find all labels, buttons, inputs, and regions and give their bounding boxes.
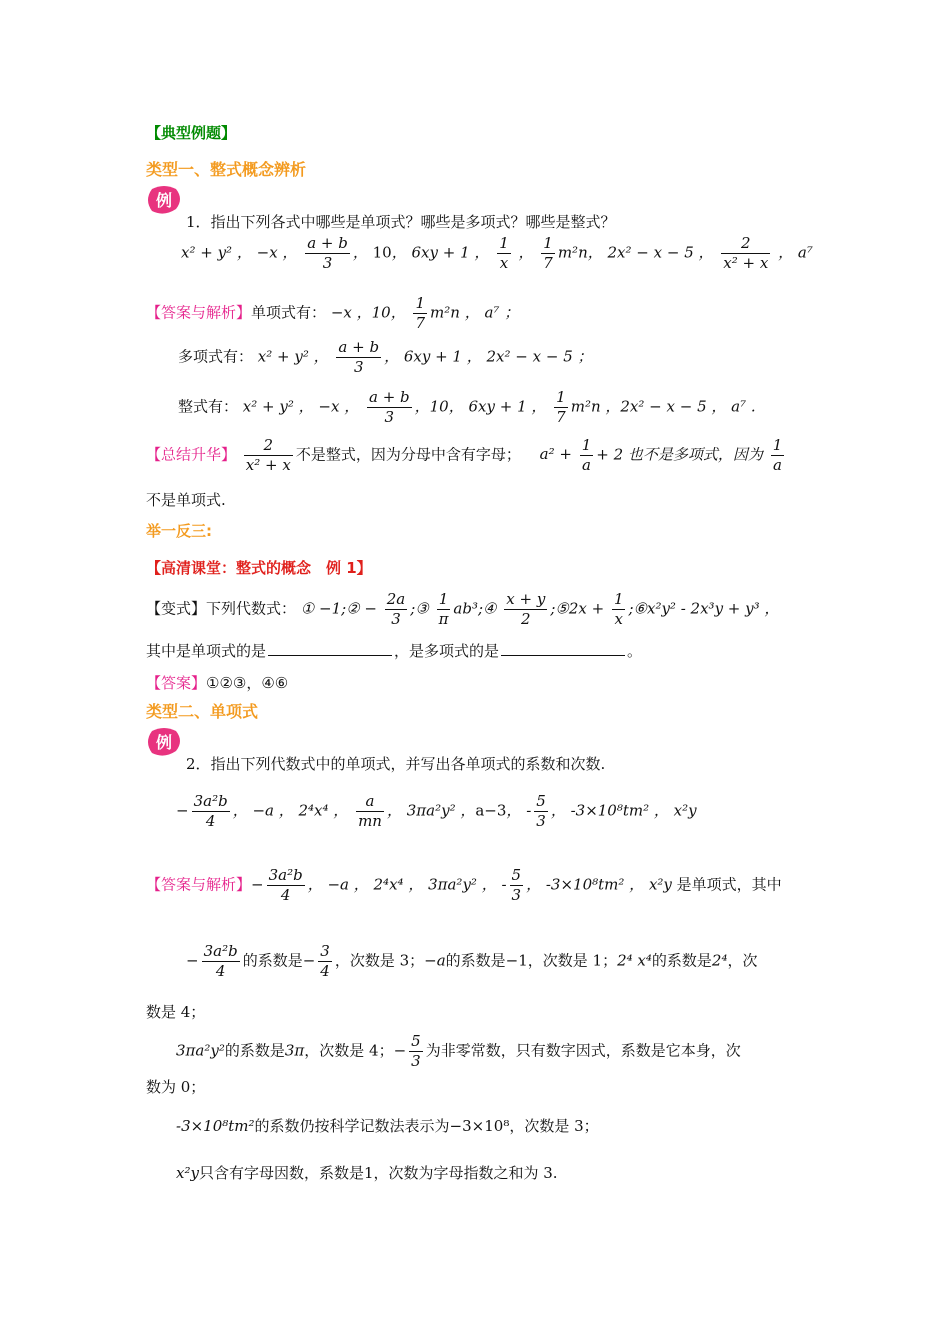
ex2-answer-line4: 3πa²y²的系数是3π，次数是 4；− $\frac{5}{3}$ 为非零常数，只有数字因式，系数是它本身，次 <box>176 1032 741 1070</box>
variant-blanks: 其中是单项式的是 ，是多项式的是 。 <box>146 642 643 660</box>
ex2-answer-line5: 数为 0； <box>146 1078 206 1096</box>
ex2-answer-line7: x²y只含有字母因数，系数是1，次数为字母指数之和为 3. <box>176 1164 558 1182</box>
ex2-answer-line2: − $\frac{\text{3a²b}}{4}$ 的系数是− $\frac{3}{4}$ ，次数是 3；−a的系数是−1，次数是 1；2⁴ x⁴的系数是2⁴，次 <box>186 942 758 980</box>
ex2-answer-line6: -3×10⁸tm²的系数仍按科学记数法表示为−3×10⁸，次数是 3； <box>176 1117 599 1135</box>
ex2-question: 2．指出下列代数式中的单项式，并写出各单项式的系数和次数. <box>186 755 606 773</box>
ex2-answer-line1: 【答案与解析】− $\frac{\text{3a²b}}{4}$ ， −a ， 2⁴x⁴ ， 3πa²y² ， - $\frac{5}{3}$ ， -3×10⁸tm² ， x²y 是单项式，其中 <box>146 866 782 904</box>
ex1-summary: 【总结升华】 $\frac{2}{\text{x² + x}}$ 不是整式，因为分母中含有字母； a² + $\frac{1}{a}$ + 2 也不是多项式，因为 $\frac{1}{a}$ <box>146 436 783 474</box>
practice-title: 举一反三: <box>146 522 212 540</box>
ex1-question: 1．指出下列各式中哪些是单项式？哪些是多项式？哪些是整式？ <box>186 213 616 231</box>
type1-title: 类型一、整式概念辨析 <box>146 160 307 179</box>
example-badge-icon <box>146 185 182 215</box>
variant-answer: 【答案】①②③，④⑥ <box>146 674 289 692</box>
poly-blank[interactable] <box>501 655 625 656</box>
ex1-answer-mono: 【答案与解析】单项式有： −x ，10， $\frac{1}{7}$ m²n ， a⁷ ； <box>146 294 520 332</box>
type2-title: 类型二、单项式 <box>146 702 259 721</box>
svg-text:例: 例 <box>155 733 173 752</box>
variant-question: 【变式】下列代数式： ① −1;② − $\frac{2a}{3}$ ;③ $\frac{1}{\pi}$ ab³;④ $\frac{x + y}{2}$ ;⑤2x + $\frac{1}{x}$ ;⑥x²y² - 2x³y + y³ ， <box>146 590 780 628</box>
section-header: 【典型例题】 <box>146 124 237 142</box>
example-badge-icon <box>146 727 182 757</box>
ex1-answer-int: 整式有： x² + y² ， −x ， $\frac{a + b}{3}$ ，10， 6xy + 1 ， $\frac{1}{7}$ m²n ，2x² − x − 5 ， a⁷ . <box>178 388 756 426</box>
ex1-answer-poly: 多项式有： x² + y² ， $\frac{a + b}{3}$ ， 6xy + 1 ， 2x² − x − 5 ； <box>178 338 593 376</box>
ex2-answer-line3: 数是 4； <box>146 1003 206 1021</box>
mono-blank[interactable] <box>268 655 392 656</box>
hd-class-title: 【高清课堂：整式的概念 例 1】 <box>146 559 372 577</box>
ex2-expressions: − $\frac{\text{3a²b}}{4}$ ， −a ， 2⁴x⁴ ， $\frac{a}{mn}$ ， 3πa²y² ，a−3， - $\frac{5}{3}$ ， -3×10⁸tm² ， x²y <box>176 792 697 830</box>
ex1-summary-end: 不是单项式. <box>146 491 226 509</box>
svg-text:例: 例 <box>155 191 173 210</box>
ex1-expressions: x² + y² ， −x ， $\frac{a + b}{3}$ ， 10， 6xy + 1 ， $\frac{1}{x}$ ， $\frac{1}{7}$ m²n， 2x² − x − 5 ， $\frac{2}{\text{x² + x}}$ ， a⁷ <box>181 234 813 272</box>
